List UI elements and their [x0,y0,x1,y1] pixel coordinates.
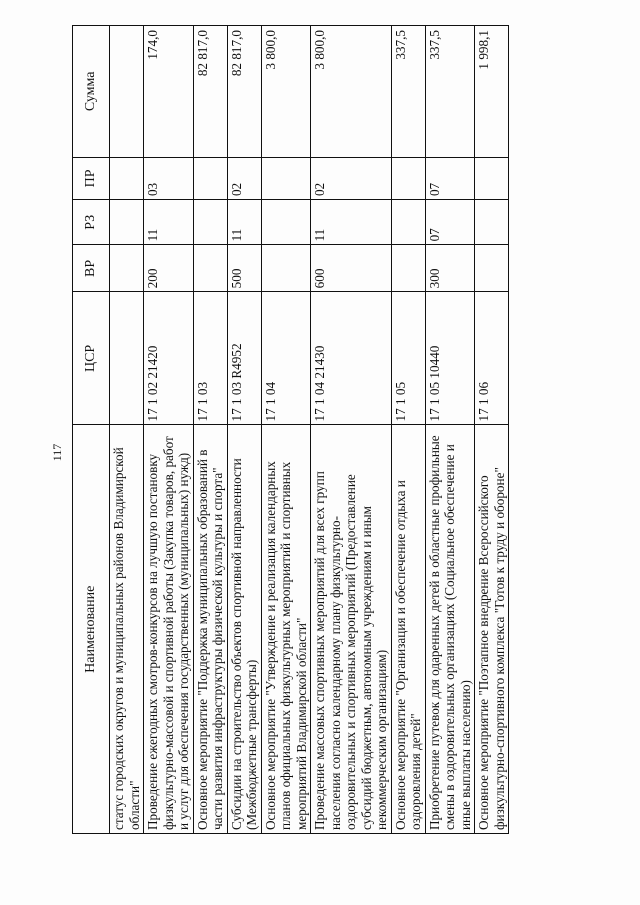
cell-vr: 500 [227,245,261,292]
cell-vr: 200 [144,245,194,292]
cell-vr [261,245,311,292]
cell-pr: 03 [144,157,194,199]
cell-rz [193,200,227,245]
cell-rz [261,200,311,245]
cell-name: Основное мероприятие "Утверждение и реализация календарных планов официальных физкультурных мероприятий и спортивных мероприятий Владимирской области" [261,425,311,834]
page-number: 117 [50,443,64,462]
cell-vr [475,245,509,292]
cell-sum: 337,5 [391,26,425,158]
column-header-csr: ЦСР [73,292,110,425]
cell-csr: 17 1 03 [193,292,227,425]
cell-csr: 17 1 03 R4952 [227,292,261,425]
table-row [311,26,392,834]
cell-csr [110,292,144,425]
cell-pr [110,157,144,199]
cell-rz: 07 [425,200,475,245]
cell-pr: 07 [425,157,475,199]
cell-pr [261,157,311,199]
column-header-vr: ВР [73,245,110,292]
cell-name: Приобретение путевок для одаренных детей в областные профильные смены в оздоровительных организациях (Социальное обеспечение и иные выплаты населению) [425,425,475,834]
cell-pr: 02 [227,157,261,199]
cell-rz [110,200,144,245]
cell-vr [110,245,144,292]
cell-sum [110,26,144,158]
cell-csr: 17 1 04 21430 [311,292,392,425]
table-row [227,26,261,834]
table-row [110,26,144,834]
cell-rz: 11 [227,200,261,245]
cell-pr [193,157,227,199]
cell-rz [391,200,425,245]
cell-vr: 600 [311,245,392,292]
column-header-pr: ПР [73,157,110,199]
cell-name: Проведение ежегодных смотров-конкурсов на лучшую постановку физкультурно-массовой и спортивной работы (Закупка товаров, работ и услуг для обеспечения государственных (муниципальных) нужд) [144,425,194,834]
cell-name: Основное мероприятие "Организация и обеспечение отдыха и оздоровления детей" [391,425,425,834]
cell-name: Субсидии на строительство объектов спортивной направленности (Межбюджетные трансферты) [227,425,261,834]
cell-sum: 1 998,1 [475,26,509,158]
budget-table [72,25,509,834]
cell-sum: 82 817,0 [227,26,261,158]
cell-name: Основное мероприятие "Поэтапное внедрение Всероссийского физкультурно-спортивного комплекса "Готов к труду и обороне" [475,425,509,834]
table-header-row [73,26,110,834]
cell-sum: 82 817,0 [193,26,227,158]
table-row [475,26,509,834]
table-row [261,26,311,834]
cell-csr: 17 1 05 10440 [425,292,475,425]
cell-name: статус городских округов и муниципальных районов Владимирской области" [110,425,144,834]
cell-sum: 337,5 [425,26,475,158]
cell-pr [475,157,509,199]
cell-rz [475,200,509,245]
cell-sum: 174,0 [144,26,194,158]
cell-rz: 11 [144,200,194,245]
column-header-sum: Сумма [73,26,110,158]
cell-vr: 300 [425,245,475,292]
cell-csr: 17 1 04 [261,292,311,425]
cell-name: Проведение массовых спортивных мероприятий для всех групп населения согласно календарному плану физкультурно-оздоровительных и спортивных мероприятий (Предоставление субсидий бюджетным, автономным учреждениям и иным некоммерческим организациям) [311,425,392,834]
cell-name: Основное мероприятие "Поддержка муниципальных образований в части развития инфраструктуры физической культуры и спорта" [193,425,227,834]
cell-vr [193,245,227,292]
cell-sum: 3 800,0 [261,26,311,158]
cell-csr: 17 1 05 [391,292,425,425]
table-row [144,26,194,834]
table-row [193,26,227,834]
cell-pr: 02 [311,157,392,199]
cell-vr [391,245,425,292]
cell-pr [391,157,425,199]
cell-csr: 17 1 06 [475,292,509,425]
column-header-name: Наименование [73,425,110,834]
cell-csr: 17 1 02 21420 [144,292,194,425]
table-row [391,26,425,834]
column-header-rz: РЗ [73,200,110,245]
cell-rz: 11 [311,200,392,245]
cell-sum: 3 800,0 [311,26,392,158]
table-row [425,26,475,834]
